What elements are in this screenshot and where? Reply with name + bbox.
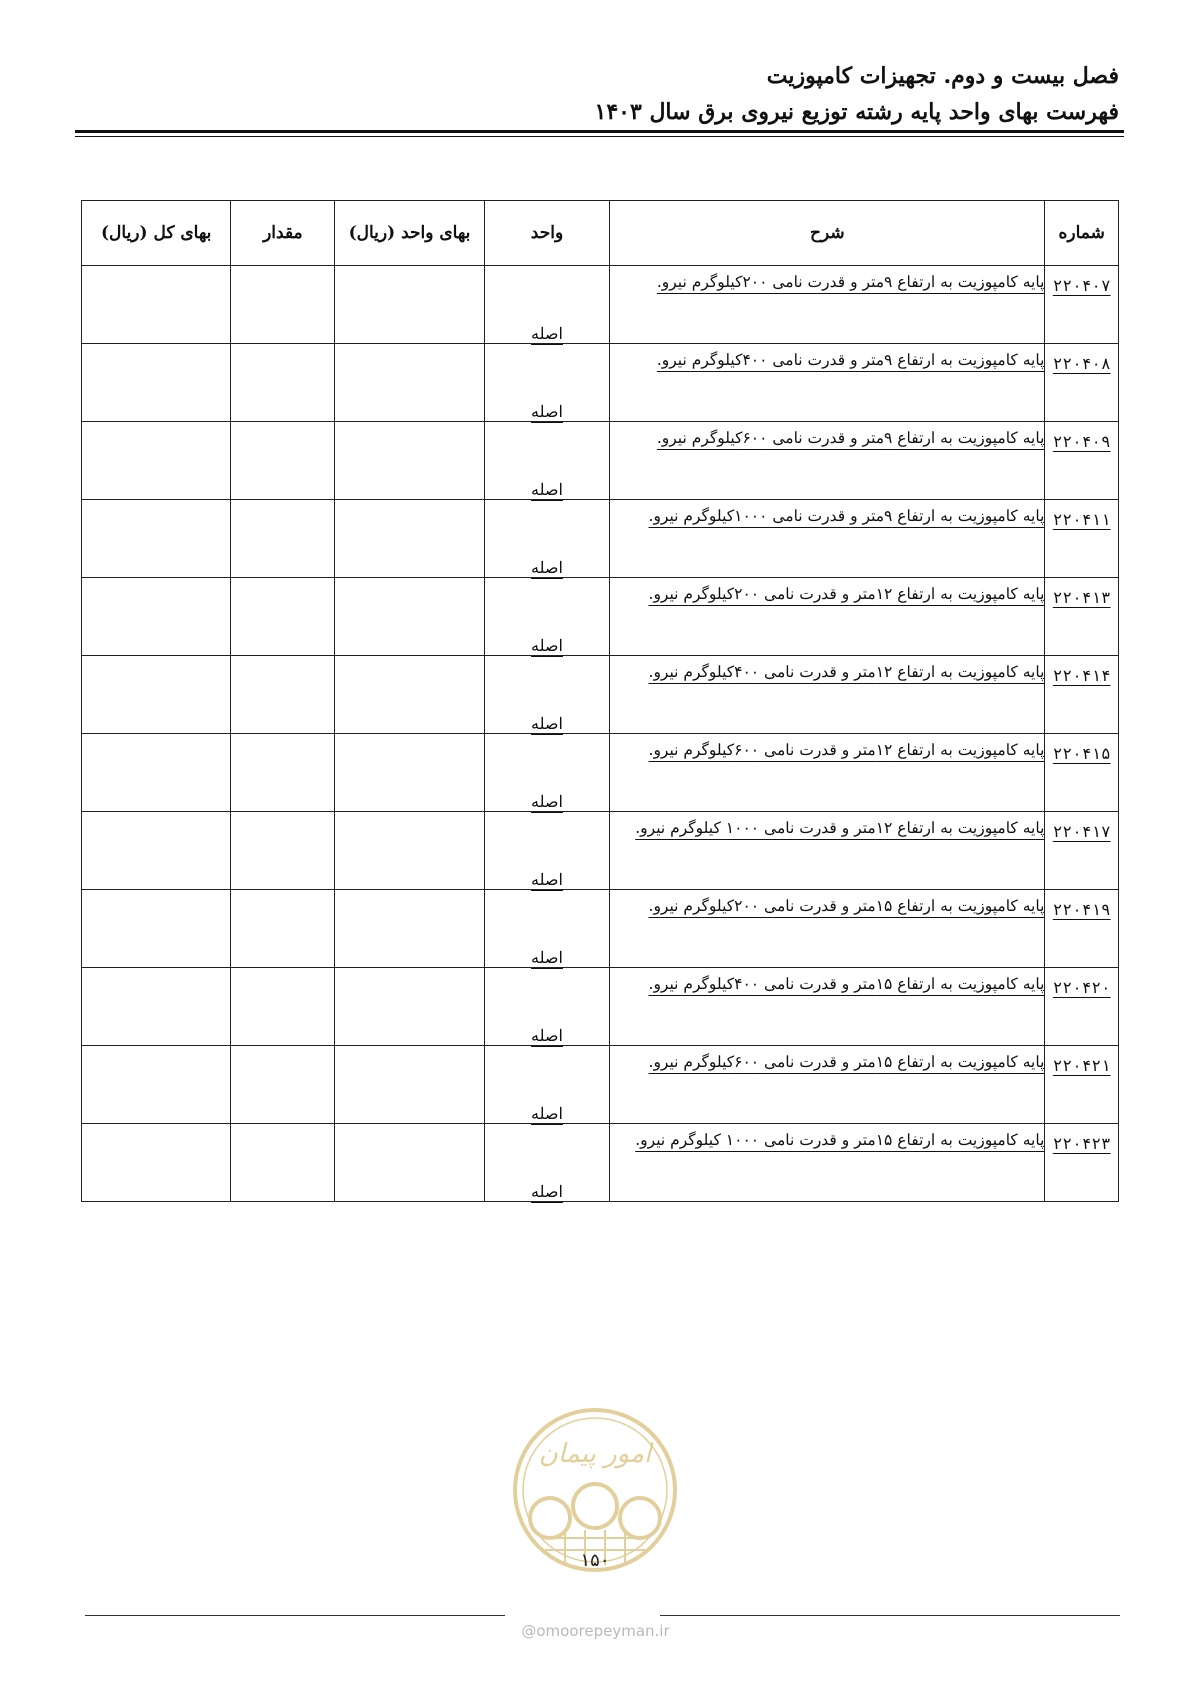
item-total-price-cell [82, 890, 231, 968]
item-unit-cell [484, 578, 610, 656]
document-subtitle: فهرست بهای واحد پایه رشته توزیع نیروی برق سال ۱۴۰۳ [594, 99, 1119, 125]
column-header-code: شماره [1045, 201, 1119, 266]
price-list-table [81, 200, 1119, 1202]
item-total-price-cell [82, 734, 231, 812]
column-header-quantity: مقدار [231, 201, 335, 266]
item-code-cell-text: ۲۲۰۴۰۹ [1052, 432, 1111, 451]
item-unit-cell [484, 656, 610, 734]
chapter-title: فصل بیست و دوم. تجهیزات کامپوزیت [766, 63, 1119, 89]
item-quantity-cell [231, 968, 335, 1046]
page-header [75, 58, 1123, 130]
item-code-cell [1045, 656, 1119, 734]
item-unit-cell [484, 890, 610, 968]
item-quantity-cell [231, 500, 335, 578]
item-code-cell [1045, 812, 1119, 890]
item-unit-price-cell [335, 1124, 484, 1202]
header-rule-thick [75, 130, 1124, 133]
item-code-cell-text: ۲۲۰۴۲۱ [1052, 1056, 1111, 1075]
item-quantity-cell [231, 656, 335, 734]
column-header-description: شرح [610, 201, 1045, 266]
watermark-url: @omoorepeyman.ir [521, 1622, 670, 1640]
item-code-cell [1045, 1124, 1119, 1202]
item-description-cell-text: پایه کامپوزیت به ارتفاع ۱۲متر و قدرت نامی ۱۰۰۰ کیلوگرم نیرو. [635, 819, 1045, 837]
item-unit-price-cell [335, 266, 484, 344]
item-code-cell [1045, 422, 1119, 500]
item-code-cell [1045, 968, 1119, 1046]
item-quantity-cell [231, 1046, 335, 1124]
item-unit-cell-text: اصله [531, 480, 563, 499]
item-unit-cell [484, 500, 610, 578]
table-row [82, 812, 1119, 890]
item-description-cell-text: پایه کامپوزیت به ارتفاع ۹متر و قدرت نامی ۱۰۰۰کیلوگرم نیرو. [648, 507, 1045, 525]
item-description-cell-text: پایه کامپوزیت به ارتفاع ۹متر و قدرت نامی ۶۰۰کیلوگرم نیرو. [656, 429, 1045, 447]
item-unit-cell [484, 1124, 610, 1202]
footer-rule-right [660, 1615, 1120, 1616]
item-description-cell [610, 500, 1045, 578]
svg-text:امور پیمان: امور پیمان [538, 1439, 652, 1469]
item-description-cell [610, 422, 1045, 500]
item-description-cell [610, 1124, 1045, 1202]
item-unit-cell-text: اصله [531, 324, 563, 343]
item-unit-cell [484, 812, 610, 890]
item-description-cell-text: پایه کامپوزیت به ارتفاع ۱۵متر و قدرت نامی ۱۰۰۰ کیلوگرم نیرو. [635, 1131, 1045, 1149]
item-quantity-cell [231, 422, 335, 500]
item-unit-cell-text: اصله [531, 1182, 563, 1201]
footer-rule-left [85, 1615, 505, 1616]
item-description-cell [610, 890, 1045, 968]
item-code-cell [1045, 578, 1119, 656]
item-code-cell-text: ۲۲۰۴۱۴ [1052, 666, 1111, 685]
item-description-cell-text: پایه کامپوزیت به ارتفاع ۱۵متر و قدرت نامی ۲۰۰کیلوگرم نیرو. [648, 897, 1045, 915]
table-row [82, 890, 1119, 968]
item-unit-cell [484, 266, 610, 344]
item-unit-cell-text: اصله [531, 636, 563, 655]
item-description-cell [610, 344, 1045, 422]
item-unit-price-cell [335, 812, 484, 890]
item-unit-cell-text: اصله [531, 558, 563, 577]
item-quantity-cell [231, 812, 335, 890]
item-unit-cell [484, 734, 610, 812]
page-number: ۱۵۰ [580, 1550, 610, 1571]
table-row [82, 734, 1119, 812]
item-quantity-cell [231, 266, 335, 344]
item-code-cell-text: ۲۲۰۴۱۹ [1052, 900, 1111, 919]
item-unit-cell [484, 968, 610, 1046]
item-quantity-cell [231, 1124, 335, 1202]
item-code-cell-text: ۲۲۰۴۲۳ [1052, 1134, 1111, 1153]
item-unit-price-cell [335, 968, 484, 1046]
item-code-cell [1045, 266, 1119, 344]
item-code-cell [1045, 734, 1119, 812]
item-unit-cell-text: اصله [531, 1104, 563, 1123]
item-code-cell-text: ۲۲۰۴۱۵ [1052, 744, 1111, 763]
table-row [82, 968, 1119, 1046]
item-quantity-cell [231, 890, 335, 968]
table-row [82, 656, 1119, 734]
item-description-cell-text: پایه کامپوزیت به ارتفاع ۱۵متر و قدرت نامی ۶۰۰کیلوگرم نیرو. [648, 1053, 1045, 1071]
table-row [82, 578, 1119, 656]
item-total-price-cell [82, 656, 231, 734]
column-header-unit: واحد [484, 201, 610, 266]
item-description-cell [610, 812, 1045, 890]
column-header-total-price: بهای کل (ریال) [82, 201, 231, 266]
item-description-cell [610, 266, 1045, 344]
item-unit-price-cell [335, 734, 484, 812]
column-header-unit-price: بهای واحد (ریال) [335, 201, 484, 266]
item-unit-cell-text: اصله [531, 402, 563, 421]
item-description-cell-text: پایه کامپوزیت به ارتفاع ۱۲متر و قدرت نامی ۶۰۰کیلوگرم نیرو. [648, 741, 1045, 759]
item-quantity-cell [231, 344, 335, 422]
item-unit-cell-text: اصله [531, 1026, 563, 1045]
table-row [82, 422, 1119, 500]
item-quantity-cell [231, 734, 335, 812]
item-unit-price-cell [335, 1046, 484, 1124]
header-rule-thin [75, 136, 1124, 137]
item-quantity-cell [231, 578, 335, 656]
item-code-cell-text: ۲۲۰۴۰۷ [1052, 276, 1111, 295]
item-description-cell [610, 968, 1045, 1046]
item-unit-cell-text: اصله [531, 870, 563, 889]
item-unit-cell [484, 1046, 610, 1124]
table-header-row [82, 201, 1119, 266]
item-unit-price-cell [335, 578, 484, 656]
item-total-price-cell [82, 1124, 231, 1202]
item-code-cell [1045, 890, 1119, 968]
table-row [82, 344, 1119, 422]
item-description-cell [610, 578, 1045, 656]
item-description-cell-text: پایه کامپوزیت به ارتفاع ۱۵متر و قدرت نامی ۴۰۰کیلوگرم نیرو. [648, 975, 1045, 993]
item-description-cell [610, 656, 1045, 734]
item-unit-price-cell [335, 890, 484, 968]
table-row [82, 500, 1119, 578]
table-row [82, 266, 1119, 344]
item-total-price-cell [82, 1046, 231, 1124]
item-code-cell-text: ۲۲۰۴۱۳ [1052, 588, 1111, 607]
item-description-cell [610, 734, 1045, 812]
item-description-cell [610, 1046, 1045, 1124]
item-unit-cell [484, 344, 610, 422]
item-total-price-cell [82, 968, 231, 1046]
item-total-price-cell [82, 266, 231, 344]
item-unit-cell [484, 422, 610, 500]
item-total-price-cell [82, 500, 231, 578]
item-code-cell-text: ۲۲۰۴۱۷ [1052, 822, 1111, 841]
item-code-cell-text: ۲۲۰۴۲۰ [1052, 978, 1111, 997]
item-total-price-cell [82, 812, 231, 890]
table-row [82, 1124, 1119, 1202]
item-description-cell-text: پایه کامپوزیت به ارتفاع ۱۲متر و قدرت نامی ۲۰۰کیلوگرم نیرو. [648, 585, 1045, 603]
item-unit-price-cell [335, 500, 484, 578]
item-unit-cell-text: اصله [531, 948, 563, 967]
item-code-cell [1045, 500, 1119, 578]
item-description-cell-text: پایه کامپوزیت به ارتفاع ۹متر و قدرت نامی ۲۰۰کیلوگرم نیرو. [656, 273, 1045, 291]
table-row [82, 1046, 1119, 1124]
item-unit-price-cell [335, 344, 484, 422]
item-description-cell-text: پایه کامپوزیت به ارتفاع ۹متر و قدرت نامی ۴۰۰کیلوگرم نیرو. [656, 351, 1045, 369]
item-unit-cell-text: اصله [531, 792, 563, 811]
item-unit-price-cell [335, 422, 484, 500]
item-code-cell-text: ۲۲۰۴۰۸ [1052, 354, 1111, 373]
item-description-cell-text: پایه کامپوزیت به ارتفاع ۱۲متر و قدرت نامی ۴۰۰کیلوگرم نیرو. [648, 663, 1045, 681]
item-code-cell [1045, 344, 1119, 422]
item-unit-price-cell [335, 656, 484, 734]
item-total-price-cell [82, 578, 231, 656]
item-code-cell [1045, 1046, 1119, 1124]
item-total-price-cell [82, 422, 231, 500]
item-total-price-cell [82, 344, 231, 422]
item-unit-cell-text: اصله [531, 714, 563, 733]
item-code-cell-text: ۲۲۰۴۱۱ [1052, 510, 1111, 529]
